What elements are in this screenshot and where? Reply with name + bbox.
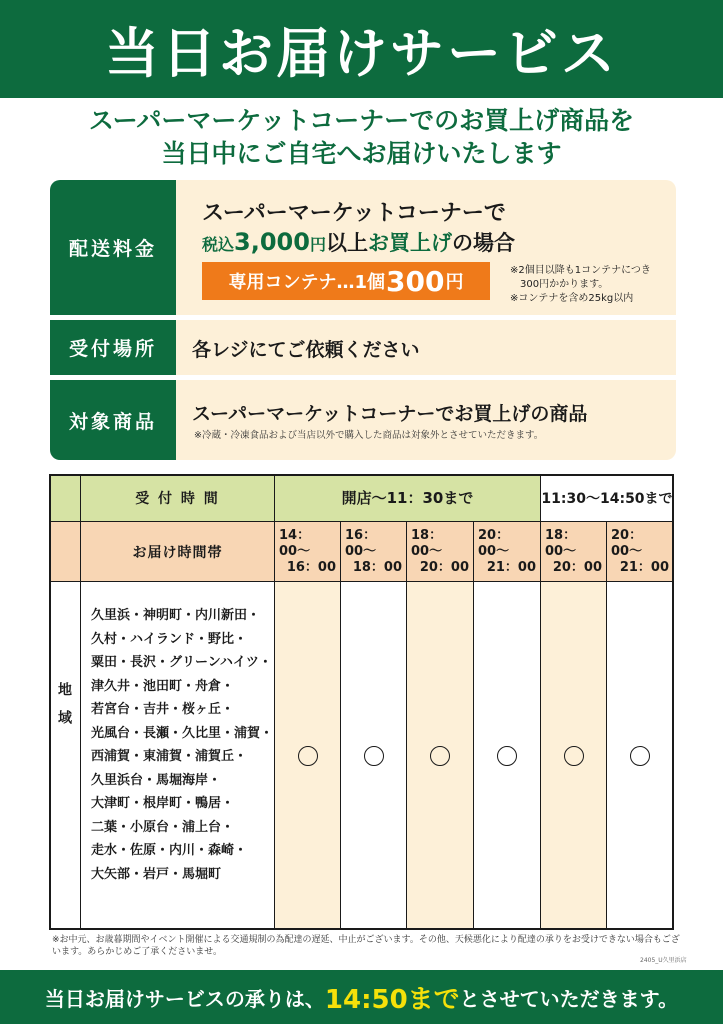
area-line: 久里浜台・馬堀海岸・ [91,772,222,788]
area-list-cell [81,582,275,930]
slot-end: 18：00 [352,559,402,575]
bottom-banner [0,970,723,1024]
delivery-fee-body [176,180,676,315]
availability-cell [607,582,674,930]
time-slot [407,522,474,582]
fee-or-more: 以上 [325,231,368,255]
slot-start: 14：00〜 [279,527,311,559]
slot-start: 20：00〜 [478,527,510,559]
delivery-fee-row [50,180,676,315]
time-slot [474,522,541,582]
area-list [91,604,274,886]
area-line: 若宮台・吉井・桜ヶ丘・ [91,702,235,717]
corner-cell [49,474,81,522]
available-circle-icon [497,746,517,766]
area-label [49,682,79,738]
reception-time-header: 受 付 時 間 [81,474,275,522]
area-line: 津久井・池田町・舟倉・ [91,678,235,694]
slot-end: 20：00 [419,559,469,575]
bottom-suffix: とさせていただきます。 [459,986,679,1011]
slot-start: 18：00〜 [545,527,577,559]
area-line: 光風台・長瀬・久比里・浦賀・ [91,725,274,741]
slot-end: 21：00 [486,559,536,575]
title-banner [0,0,723,98]
time-slot [607,522,674,582]
area-line: 走水・佐原・内川・森崎・ [91,843,248,858]
slot-start: 16：00〜 [345,527,377,559]
deadline-time: 14:50まで [324,984,460,1015]
subtitle-line-1: スーパーマーケットコーナーでのお買上げ商品を [88,106,635,135]
target-items-text: スーパーマーケットコーナーでお買上げの商品 [192,403,588,425]
availability-cell [275,582,341,930]
reception-place-row [50,320,676,375]
available-circle-icon [564,746,584,766]
area-line: 二葉・小原台・浦上台・ [91,819,235,835]
area-line: 大矢部・岩戸・馬堀町 [91,866,222,882]
fee-purchase: お買上げ [367,231,452,255]
delivery-slot-header: お届け時間帯 [81,522,275,582]
time-slot [541,522,607,582]
area-line: 久里浜・神明町・内川新田・ [91,608,261,623]
tax-included: 税込 [202,235,235,254]
available-circle-icon [298,746,318,766]
time-slot [341,522,407,582]
available-circle-icon [630,746,650,766]
target-items-body [176,380,676,460]
area-label-cell [49,582,81,930]
fee-condition-line-1: スーパーマーケットコーナーで [202,201,506,226]
fee-threshold: 3,000 [234,228,310,256]
fee-yen: 円 [309,235,326,254]
slot-start: 18：00〜 [411,527,443,559]
page-title: 当日お届けサービス [105,21,618,85]
area-line: 粟田・長沢・グリーンハイツ・ [91,655,272,670]
fee-note: 300円かかります。 [510,279,609,290]
delivery-schedule-table [49,474,674,930]
area-line: 西浦賀・東浦賀・浦賀丘・ [91,749,248,764]
slot-end: 21：00 [619,559,669,575]
subtitle [0,104,723,170]
slot-start: 20：00〜 [611,527,643,559]
available-circle-icon [430,746,450,766]
target-items-row [50,380,676,460]
delivery-fee-label: 配送料金 [50,180,176,315]
container-price-badge [202,262,490,300]
badge-price: 300 [386,264,445,298]
availability-cell [341,582,407,930]
bottom-prefix: 当日お届けサービスの承りは、 [44,986,325,1011]
fee-case: の場合 [451,231,515,255]
badge-yen: 円 [445,272,464,293]
availability-cell [407,582,474,930]
availability-cell [541,582,607,930]
reception-place-text: 各レジにてご依頼ください [192,339,420,361]
period-morning-header: 開店〜11：30まで [275,474,541,522]
area-line: 久村・ハイランド・野比・ [91,631,248,647]
corner-cell [49,522,81,582]
footnote: ※お中元、お歳暮期間やイベント開催による交通規制の為配達の遅延、中止がございます。その他、天候悪化により配達の承りをお受けできない場合もございます。あらかじめご了承くださいませ。 [52,935,680,957]
time-slot [275,522,341,582]
area-label-text: 地域 [56,682,72,738]
fee-condition-line-2 [202,227,515,257]
document-code: 2405_U久里浜店 [640,957,687,964]
badge-prefix: 専用コンテナ…1個 [228,272,386,293]
target-items-note: ※冷蔵・冷凍食品および当店以外で購入した商品は対象外とさせていただきます。 [194,430,544,441]
target-items-label: 対象商品 [50,380,176,460]
subtitle-line-2: 当日中にご自宅へお届けいたします [161,139,562,168]
slot-end: 16：00 [286,559,336,575]
slot-end: 20：00 [552,559,602,575]
period-midday-header: 11:30〜14:50まで [541,474,674,522]
reception-place-body [176,320,676,375]
fee-notes [510,264,651,306]
availability-cell [474,582,541,930]
available-circle-icon [364,746,384,766]
fee-note: ※コンテナを含め25kg以内 [510,293,634,304]
area-line: 大津町・根岸町・鴨居・ [91,796,235,811]
reception-place-label: 受付場所 [50,320,176,375]
fee-note: ※2個目以降も1コンテナにつき [510,265,651,276]
